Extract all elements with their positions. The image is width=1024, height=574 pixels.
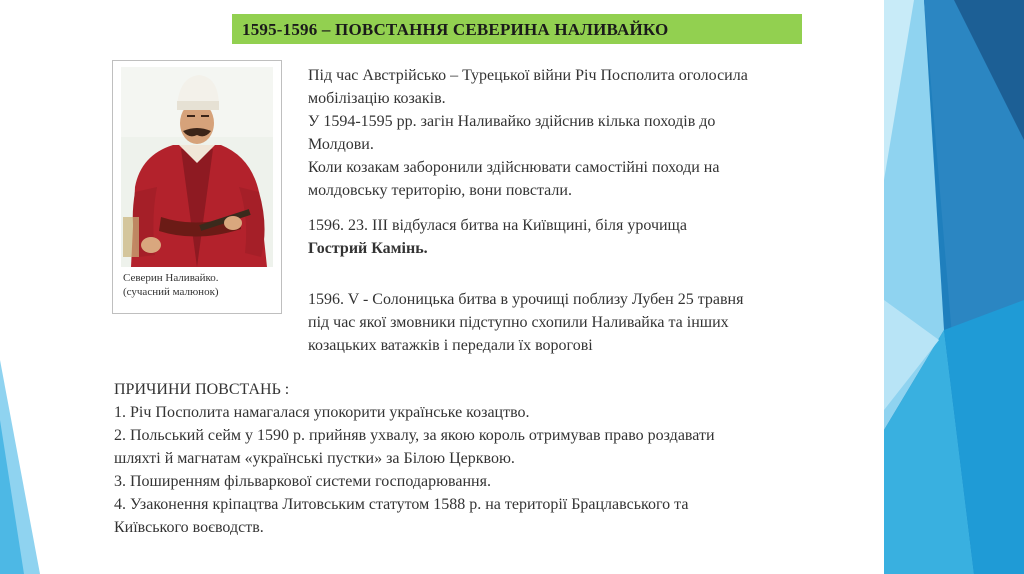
caption-line: Северин Наливайко. bbox=[123, 272, 219, 284]
causes-section bbox=[114, 378, 884, 539]
battle-location: Гострий Камінь. bbox=[308, 240, 428, 257]
text-line: молдовську територію, вони повстали. bbox=[308, 182, 572, 199]
text-line: мобілізацію козаків. bbox=[308, 90, 446, 107]
text-line: 1596. 23. ІІІ відбулася битва на Київщині, біля урочища bbox=[308, 217, 687, 234]
left-decoration bbox=[0, 0, 40, 574]
text-line: козацьких ватажків і передали їх ворогові bbox=[308, 337, 593, 354]
cause-line: 4. Узаконення кріпацтва Литовським статутом 1588 р. на території Брацлавського та bbox=[114, 496, 689, 513]
battle-paragraph-1 bbox=[308, 214, 888, 260]
text-line: 1596. V - Солоницька битва в урочищі поблизу Лубен 25 травня bbox=[308, 291, 744, 308]
cause-line: Київського воєводств. bbox=[114, 519, 264, 536]
slide-title: 1595-1596 – ПОВСТАННЯ СЕВЕРИНА НАЛИВАЙКО bbox=[232, 14, 802, 44]
cause-line: 1. Річ Посполита намагалася упокорити українське козацтво. bbox=[114, 404, 530, 421]
intro-paragraph bbox=[308, 64, 888, 202]
causes-heading: ПРИЧИНИ ПОВСТАНЬ : bbox=[114, 381, 290, 398]
caption-line: (сучасний малюнок) bbox=[123, 286, 219, 298]
right-decoration bbox=[884, 0, 1024, 574]
battle-paragraph-2 bbox=[308, 288, 888, 357]
text-line: Коли козакам заборонили здійснювати самостійні походи на bbox=[308, 159, 720, 176]
portrait-frame bbox=[112, 60, 282, 314]
text-line: Під час Австрійсько – Турецької війни Річ Посполита оголосила bbox=[308, 67, 748, 84]
text-line: Молдови. bbox=[308, 136, 374, 153]
cause-line: шляхті й магнатам «українські пустки» за Білою Церквою. bbox=[114, 450, 515, 467]
portrait-image bbox=[121, 67, 273, 267]
portrait-caption bbox=[123, 271, 278, 299]
text-line: У 1594-1595 рр. загін Наливайко здійснив кілька походів до bbox=[308, 113, 716, 130]
cause-line: 2. Польський сейм у 1590 р. прийняв ухвалу, за якою король отримував право роздавати bbox=[114, 427, 715, 444]
cause-line: 3. Поширенням фільваркової системи господарювання. bbox=[114, 473, 491, 490]
text-line: під час якої змовники підступно схопили Наливайка та інших bbox=[308, 314, 729, 331]
